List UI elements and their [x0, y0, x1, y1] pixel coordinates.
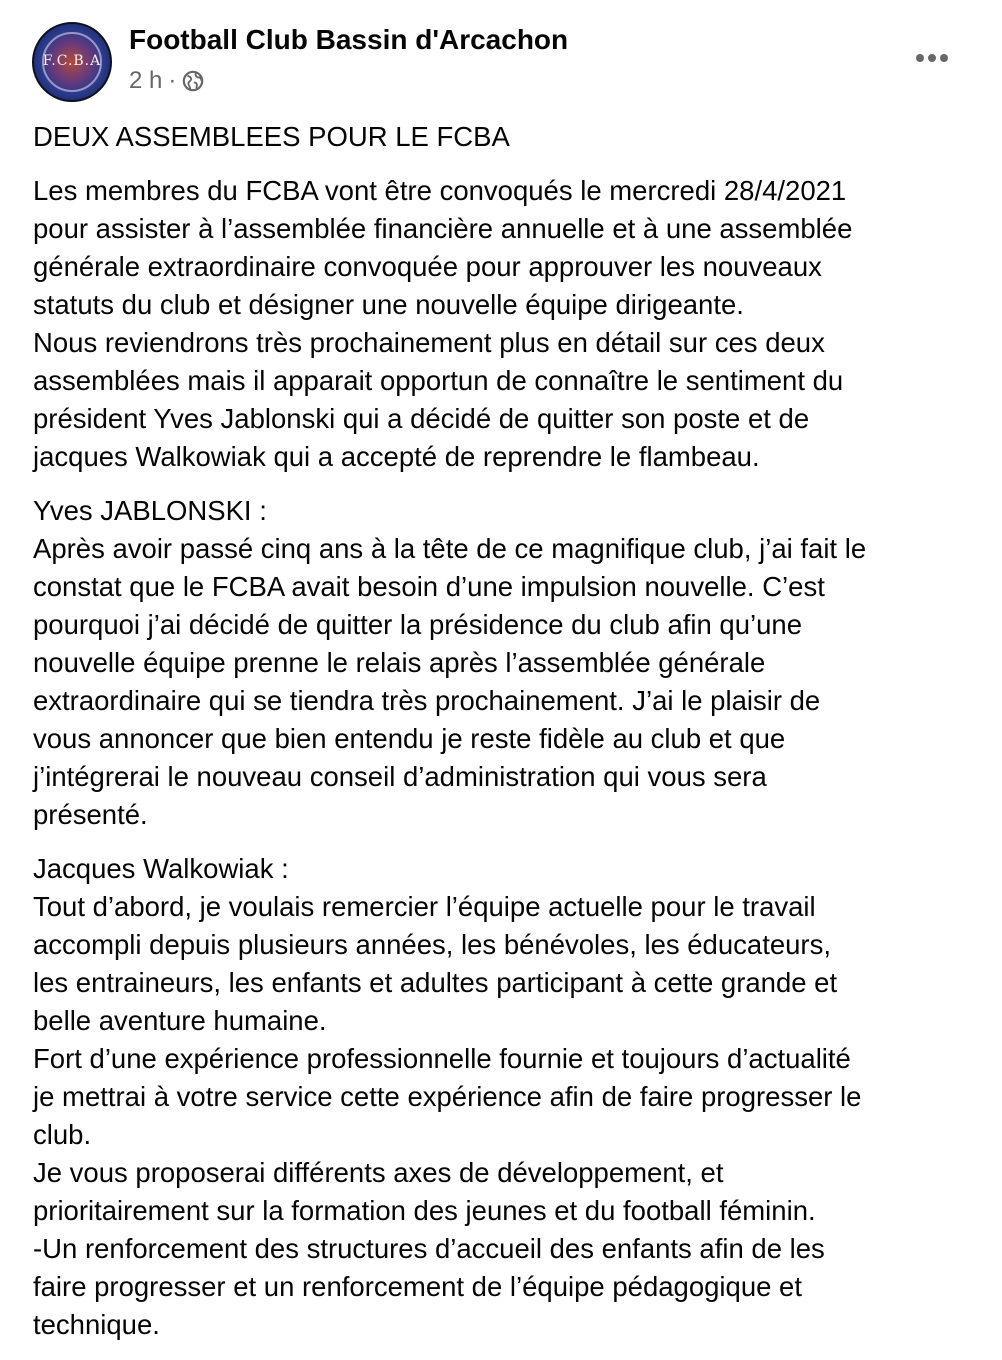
post-header — [0, 0, 1002, 110]
more-options-icon[interactable] — [910, 44, 954, 72]
post-paragraph-intro: Les membres du FCBA vont être convoqués le mercredi 28/4/2021 pour assister à l’assemblée financière annuelle et à une assemblée générale extraordinaire convoquée pour approuver les nouveaux statuts du club et désigner une nouvelle équipe dirigeante. Nous reviendrons très prochainement plus en détail sur ces deux assemblées mais il apparait opportun de connaître le sentiment du président Yves Jablonski qui a décidé de quitter son poste et de jacques Walkowiak qui a accepté de reprendre le flambeau. — [33, 175, 853, 472]
page-name-link[interactable]: Football Club Bassin d'Arcachon — [129, 24, 569, 55]
post-timestamp[interactable]: 2 h — [129, 67, 163, 94]
post-meta — [129, 66, 204, 96]
post-paragraph-walkowiak: Jacques Walkowiak : Tout d’abord, je voulais remercier l’équipe actuelle pour le travail accompli depuis plusieurs années, les bénévoles, les éducateurs, les entraineurs, les enfants et adultes participant à cette grande et belle aventure humaine. Fort d’une expérience professionnelle fournie et toujours d’actualité je mettrai à votre service cette expérience afin de faire progresser le club. Je vous proposerai différents axes de développement, et prioritairement sur la formation des jeunes et du football féminin. -Un renforcement des structures d’accueil des enfants afin de les faire progresser et un renforcement de l’équipe pédagogique et technique. — [33, 853, 862, 1340]
post-paragraph-title: DEUX ASSEMBLEES POUR LE FCBA — [33, 121, 510, 152]
more-dot — [916, 54, 924, 62]
post-text — [33, 118, 973, 1360]
more-dot — [940, 54, 948, 62]
avatar-logo-text: F.C.B.A — [42, 53, 102, 69]
globe-icon — [182, 70, 204, 92]
meta-separator: · — [168, 67, 177, 94]
post-paragraph-jablonski: Yves JABLONSKI : Après avoir passé cinq ans à la tête de ce magnifique club, j’ai fait le constat que le FCBA avait besoin d’une impulsion nouvelle. C’est pourquoi j’ai décidé de quitter la présidence du club afin qu’une nouvelle équipe prenne le relais après l’assemblée générale extraordinaire qui se tiendra très prochainement. J’ai le plaisir de vous annoncer que bien entendu je reste fidèle au club et que j’intégrerai le nouveau conseil d’administration qui vous sera présenté. — [33, 495, 867, 830]
more-dot — [928, 54, 936, 62]
page-avatar[interactable] — [32, 22, 112, 102]
